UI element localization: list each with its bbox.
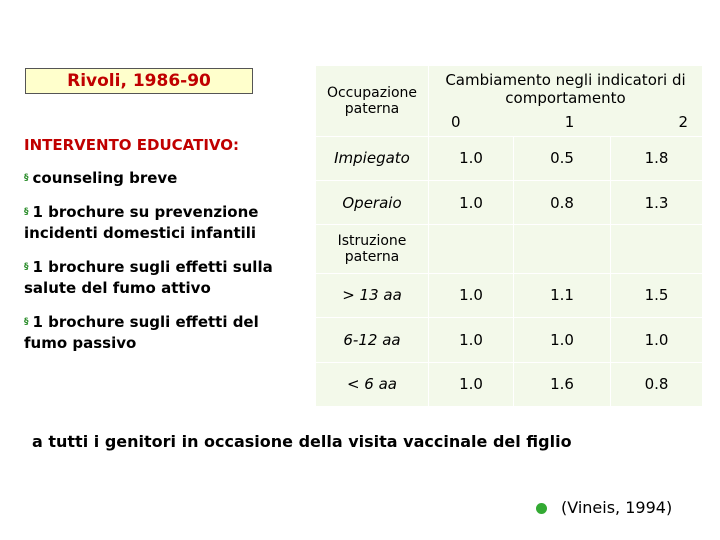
scale-labels: 0 1 2 [451, 112, 688, 131]
change-header: Cambiamento negli indicatori di comportamento 0 1 2 [429, 66, 703, 137]
table-row: 6-12 aa 1.0 1.0 1.0 [316, 318, 703, 362]
footer-note: a tutti i genitori in occasione della visita vaccinale del figlio [32, 432, 572, 451]
bullet-item: § 1 brochure su prevenzione incidenti domestici infantili [24, 203, 259, 242]
bullet-icon: § [24, 317, 29, 327]
table-row: > 13 aa 1.0 1.1 1.5 [316, 273, 703, 317]
education-header: Istruzione paterna [316, 225, 429, 273]
table-row: < 6 aa 1.0 1.6 0.8 [316, 362, 703, 406]
results-table [315, 65, 703, 407]
bullet-icon: § [24, 207, 29, 217]
bullet-item: § 1 brochure sugli effetti sulla salute del fumo attivo [24, 258, 273, 297]
table-row: Impiegato 1.0 0.5 1.8 [316, 136, 703, 180]
bullet-item: § 1 brochure sugli effetti del fumo passivo [24, 313, 259, 352]
bullet-list [24, 168, 304, 367]
table-row [316, 225, 703, 273]
table-row: Operaio 1.0 0.8 1.3 [316, 180, 703, 224]
bullet-icon: § [24, 262, 29, 272]
occupation-header: Occupazione paterna [316, 66, 429, 137]
intervention-heading: INTERVENTO EDUCATIVO: [24, 136, 240, 154]
bullet-item: § counseling breve [24, 169, 178, 187]
slide-title: Rivoli, 1986-90 [25, 68, 253, 94]
bullet-dot-icon [536, 503, 547, 514]
citation: (Vineis, 1994) [536, 498, 672, 517]
bullet-icon: § [24, 173, 29, 183]
